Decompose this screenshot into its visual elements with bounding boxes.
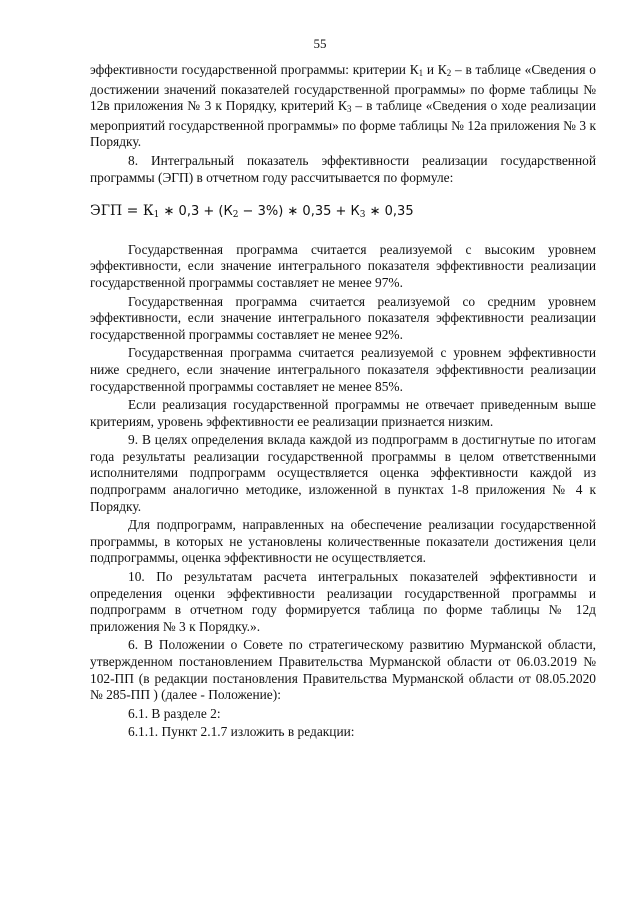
formula-lhs: ЭГП = К [90,203,154,220]
page-number: 55 [313,36,327,51]
p1-text-a: эффективности государственной программы: критерии К [90,62,419,77]
paragraph-high-efficiency: Государственная программа считается реализуемой с высоким уровнем эффективности, если значение интегрального показателя эффективности реализации государственной программы составляет не менее 97%. [90,241,596,290]
formula-term-3: ∗ 0,35 [365,204,414,220]
formula-sub-2: 2 [232,210,239,221]
paragraph-item-6-1: 6.1. В разделе 2: [128,705,221,721]
k3-subscript: 3 [346,104,352,115]
paragraph-criteria-tables [90,62,596,151]
paragraph-item-8: 8. Интегральный показатель эффективности реализации государственной программы (ЭГП) в отчетном году рассчитывается по формуле: [90,152,596,185]
egp-formula [90,203,596,224]
k1-subscript: 1 [418,68,424,78]
p1-text-b: и К [423,62,447,77]
paragraph-medium-efficiency: Государственная программа считается реализуемой со средним уровнем эффективности, если значение интегрального показателя эффективности реализации государственной программы составляет не менее 92%. [90,293,596,342]
p1-text-c: – в таблице «Сведения о достижении значений показателей государственной программы» по форме таблицы № 12в приложения № 3 к Порядку, критерий К [90,62,597,114]
paragraph-item-9: 9. В целях определения вклада каждой из подпрограмм в достигнутые по итогам года результаты реализации государственной программы в целом ответственными исполнителями подпрограмм осуществляется оценка эффективности каждой из подпрограмм аналогично методике, изложенной в пунктах 1-8 приложения № 4 к Порядку. [90,432,596,514]
p1-text-d: – в таблице «Сведения о ходе реализации мероприятий государственной программы» по форме таблицы № 12а приложения № 3 к Порядку. [90,98,596,150]
formula-term-2: − 3%) ∗ 0,35 + К [238,204,360,220]
k2-subscript: 2 [446,68,452,78]
paragraph-item-6-council: 6. В Положении о Совете по стратегическому развитию Мурманской области, утвержденном постановлением Правительства Мурманской области от 06.03.2019 № 102-ПП (в редакции постановления Правительства Мурманской области от 08.05.2020 № 285-ПП ) (далее - Положение): [90,637,596,703]
paragraph-low-efficiency: Если реализация государственной программы не отвечает приведенным выше критериям, уровень эффективности ее реализации признается низким. [90,397,596,429]
formula-sub-3: 3 [359,210,366,221]
paragraph-item-6-1-1: 6.1.1. Пункт 2.1.7 изложить в редакции: [128,724,355,740]
paragraph-item-10: 10. По результатам расчета интегральных показателей эффективности и определения оценки эффективности реализации государственной программы и подпрограмм в отчетном году формируется таблица по форме таблицы № 12д приложения № 3 к Порядку.». [90,569,596,634]
formula-term-1: ∗ 0,3 + (К [159,204,233,220]
paragraph-below-average-efficiency: Государственная программа считается реализуемой с уровнем эффективности ниже среднего, если значение интегрального показателя эффективности реализации государственной программы составляет не менее 85%. [90,345,596,394]
formula-sub-1: 1 [153,210,160,221]
paragraph-support-subprograms: Для подпрограмм, направленных на обеспечение реализации государственной программы, в которых не установлены количественные показатели достижения цели подпрограммы, оценка эффективности не осуществляется. [90,517,596,566]
document-body [90,62,596,743]
